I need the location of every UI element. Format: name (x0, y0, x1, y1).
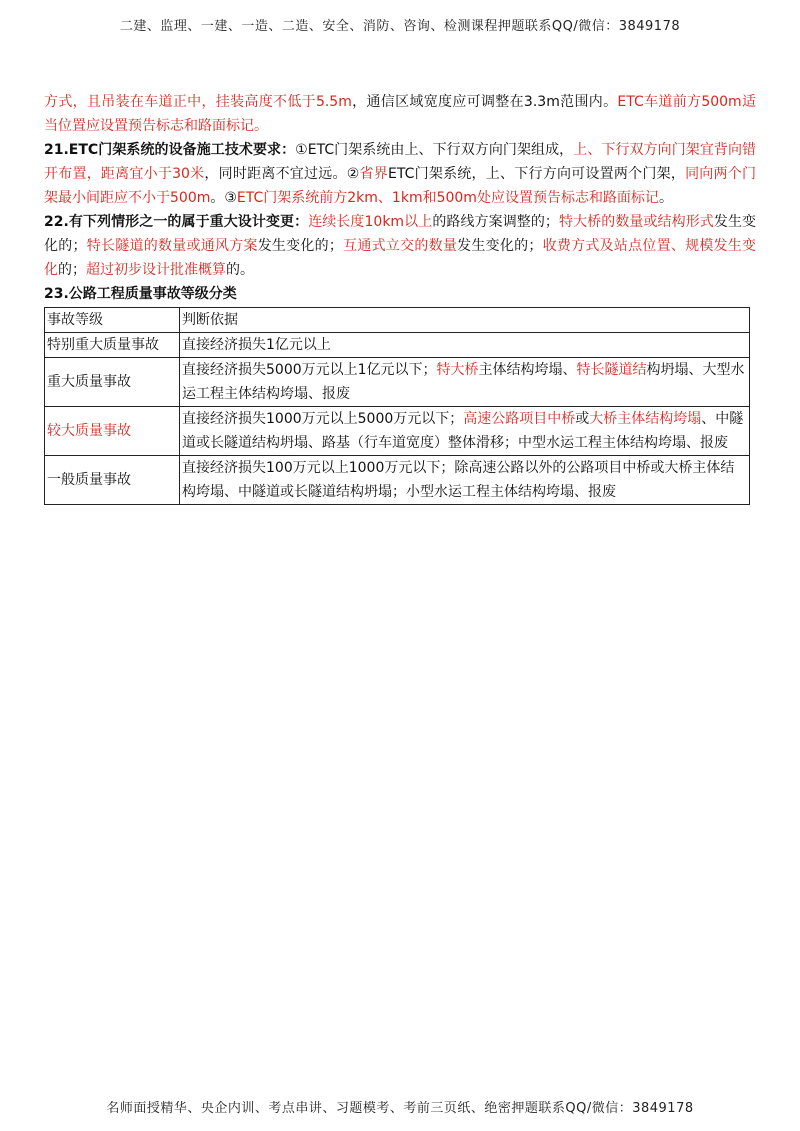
section-23-title: 23.公路工程质量事故等级分类 (44, 286, 237, 302)
body-text: ，通信区域宽度应可调整在3.3m范围内。 (351, 94, 618, 110)
table-header-cell: 判断依据 (180, 308, 750, 333)
paragraph-22 (44, 210, 756, 282)
highlighted-text: 上、下行双方向门架宜背向错开布置，距离宜小于30米 (44, 142, 757, 182)
highlighted-text: 连续长度10km以上 (308, 214, 433, 230)
accident-level-cell: 重大质量事故 (45, 358, 180, 407)
body-text: 直接经济损失5000万元以上1亿元以下； (182, 362, 437, 378)
highlighted-text: 超过初步设计批准概算 (86, 262, 226, 278)
judgment-basis-cell (180, 333, 750, 358)
document-body (44, 90, 756, 505)
table-row (45, 407, 750, 456)
body-text: 或 (575, 411, 590, 427)
highlighted-text: 特大桥的数量或结构形式 (558, 214, 714, 230)
body-text: 的路线方案调整的； (432, 214, 559, 230)
highlighted-text: 省界 (359, 166, 389, 182)
paragraph-continuation (44, 90, 756, 138)
table-row (45, 333, 750, 358)
accident-level-cell: 特别重大质量事故 (45, 333, 180, 358)
body-text: ①ETC门架系统由上、下行双方向门架组成， (295, 142, 574, 158)
body-text: 直接经济损失100万元以上1000万元以下；除高速公路以外的公路项目中桥或大桥主体结构垮塌、中隧道或长隧道结构坍塌；小型水运工程主体结构垮塌、报废 (182, 460, 735, 500)
highlighted-text: 特大桥 (436, 362, 479, 378)
body-text: 主体结构垮塌、 (478, 362, 577, 378)
highlighted-text: 收费方式及站点位置、规模发生变化 (44, 238, 757, 278)
judgment-basis-cell (180, 407, 750, 456)
body-text: 、中隧道或长隧道结构坍塌、路基（行车道宽度）整体滑移；中型水运工程主体结构垮塌、报废 (182, 411, 744, 451)
paragraph-21 (44, 138, 756, 210)
accident-level-cell: 一般质量事故 (45, 456, 180, 505)
quality-accident-table (44, 307, 750, 505)
highlighted-text: 同向两个门架最小间距应不小于500m (44, 166, 756, 206)
bold-heading-text: 21.ETC门架系统的设备施工技术要求： (44, 142, 296, 158)
highlighted-text: ETC车道前方500m适当位置应设置预告标志和路面标记。 (44, 94, 756, 134)
table-row (45, 358, 750, 407)
body-text: 的。 (226, 262, 254, 278)
judgment-basis-cell (180, 456, 750, 505)
body-text: 发生变化的； (44, 214, 757, 254)
accident-level-cell: 较大质量事故 (45, 407, 180, 456)
body-text: 的； (58, 262, 86, 278)
body-text: 。 (658, 190, 673, 206)
body-text: 发生变化的； (257, 238, 343, 254)
page-header: 二建、监理、一建、一造、二造、安全、消防、咨询、检测课程押题联系QQ/微信：3849178 (119, 19, 681, 34)
body-text: 。③ (210, 190, 237, 206)
table-header-row (45, 308, 750, 333)
body-text: ，同时距离不宜过远。② (204, 166, 360, 182)
table-row (45, 456, 750, 505)
body-text: 发生变化的； (457, 238, 543, 254)
body-text: ETC门架系统，上、下行方向可设置两个门架， (388, 166, 686, 182)
body-text: 直接经济损失1亿元以上 (182, 337, 331, 353)
highlighted-text: 特长隧道结 (576, 362, 647, 378)
body-text: 构坍塌、大型水运工程主体结构垮塌、报废 (182, 362, 745, 402)
highlighted-text: 高速公路项目中桥 (463, 411, 576, 427)
bold-heading-text: 22.有下列情形之一的属于重大设计变更： (44, 214, 309, 230)
highlighted-text: 特长隧道的数量或通风方案 (86, 238, 258, 254)
highlighted-text: ETC门架系统前方2km、1km和500m处应设置预告标志和路面标记 (236, 190, 659, 206)
highlighted-text: 方式，且吊装在车道正中，挂装高度不低于5.5m (44, 94, 352, 110)
page-footer: 名师面授精华、央企内训、考点串讲、习题模考、考前三页纸、绝密押题联系QQ/微信：3849178 (106, 1101, 694, 1116)
table-header-cell: 事故等级 (45, 308, 180, 333)
highlighted-text: 大桥主体结构垮塌 (589, 411, 702, 427)
highlighted-text: 互通式立交的数量 (342, 238, 458, 254)
body-text: 直接经济损失1000万元以上5000万元以下； (182, 411, 464, 427)
judgment-basis-cell (180, 358, 750, 407)
